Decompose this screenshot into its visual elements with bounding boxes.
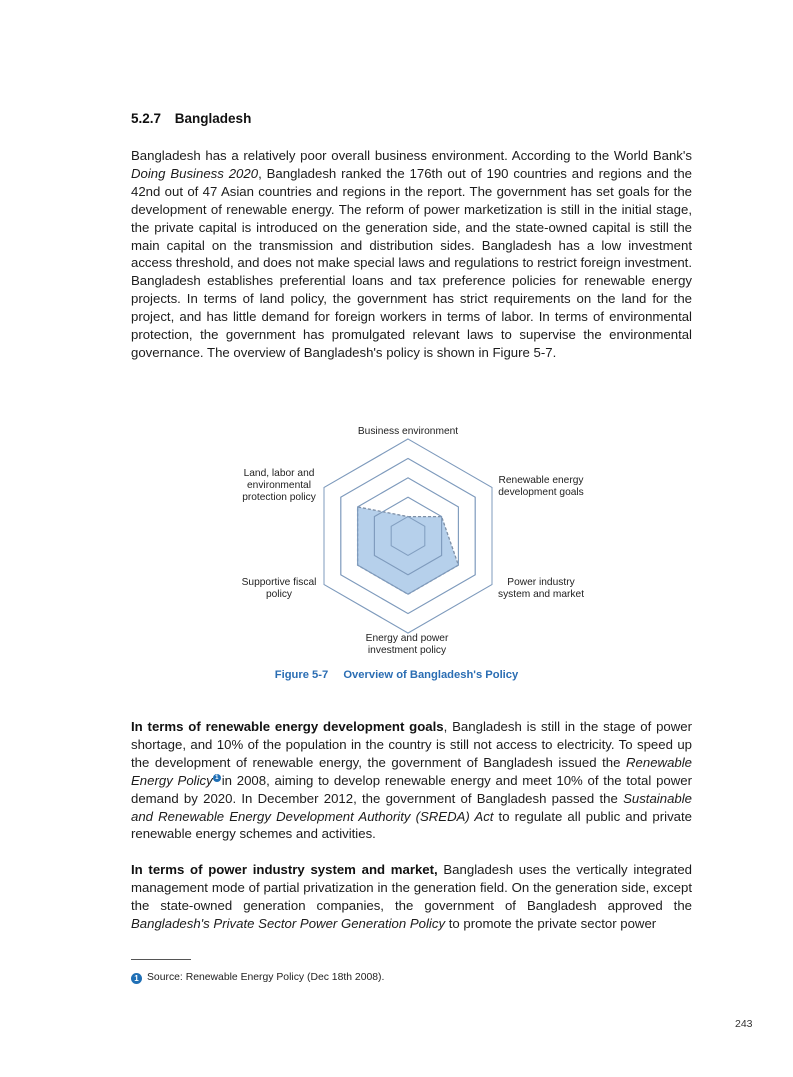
bold-lead: In terms of renewable energy development goals <box>131 719 444 734</box>
radar-chart-svg <box>220 420 600 665</box>
axis-label-supportive-fiscal-policy: Supportive fiscal policy <box>241 577 317 601</box>
figure-number: Figure 5-7 <box>274 669 329 681</box>
italic-title-private-sector-policy: Bangladesh's Private Sector Power Generation Policy <box>131 915 446 931</box>
italic-title-sreda-act: Sustainable and Renewable Energy Development Authority (SREDA) Act <box>131 790 692 824</box>
footnote-divider <box>131 959 191 960</box>
text-run: , Bangladesh ranked the 176th out of 190 countries and regions and the 42nd out of 47 Asian countries and regions in the report. The government has set goals for the development of renewable energy. The reform of power marketization is still in the initial stage, the private capital is introduced on the generation side, and the state-owned capital is still the main capital on the transmission and distribution sides. Bangladesh has a low investment access threshold, and does not make special laws and regulations to restrict foreign investment. Bangladesh establishes preferential loans and tax preference policies for renewable energy projects. In terms of land policy, the government has strict requirements on the land for the project, and has little demand for foreign workers in terms of labor. In terms of environmental protection, the government has promulgated relevant laws to supervise the environmental governance. The overview of Bangladesh's policy is shown in Figure 5-7. <box>131 165 692 360</box>
italic-title-renewable-energy-policy: Renewable Energy Policy <box>131 754 692 788</box>
footnote-reference-marker[interactable]: 1 <box>213 774 221 782</box>
radar-chart <box>220 420 600 665</box>
radar-data-polygon <box>358 507 459 594</box>
text-run: Bangladesh uses the vertically integrated management mode of partial privatization in the generation field. On the generation side, except the state-owned generation companies, the government of Bangladesh approved the <box>131 862 692 913</box>
page-number: 243 <box>735 1018 753 1030</box>
text-run: to regulate all public and private renewable energy schemes and activities. <box>131 808 692 842</box>
paragraph-power-industry <box>131 861 692 933</box>
footnote <box>131 972 384 984</box>
figure-caption <box>0 669 793 681</box>
axis-label-land-labor-environment: Land, labor and environmental protection policy <box>242 468 316 504</box>
text-run: Bangladesh has a relatively poor overall business environment. According to the World Bank's <box>131 148 692 163</box>
paragraph-renewable-goals <box>131 718 692 843</box>
footnote-marker-icon: 1 <box>131 973 142 984</box>
text-run: in 2008, aiming to develop renewable energy and meet 10% of the total power demand by 2020. In December 2012, the government of Bangladesh passed the <box>131 772 692 806</box>
axis-label-business-environment: Business environment <box>357 426 459 437</box>
axis-label-energy-investment-policy: Energy and power investment policy <box>365 633 449 657</box>
section-heading <box>131 111 251 126</box>
text-run: , Bangladesh is still in the stage of power shortage, and 10% of the population in the country is still not access to electricity. To speed up the development of renewable energy, the government of Bangladesh issued the <box>131 719 692 770</box>
bold-lead: In terms of power industry system and market, <box>131 862 438 877</box>
text-run: to promote the private sector power <box>445 915 657 931</box>
section-number: 5.2.7 <box>131 111 162 126</box>
paragraph-overview <box>131 147 692 362</box>
axis-label-power-industry-system: Power industry system and market <box>497 577 585 601</box>
footnote-text: Source: Renewable Energy Policy (Dec 18th 2008). <box>147 972 385 983</box>
axis-label-renewable-energy-goals: Renewable energy development goals <box>498 475 584 499</box>
italic-title-doing-business: Doing Business 2020 <box>131 165 259 181</box>
figure-title: Overview of Bangladesh's Policy <box>343 669 519 681</box>
section-title: Bangladesh <box>174 111 252 126</box>
